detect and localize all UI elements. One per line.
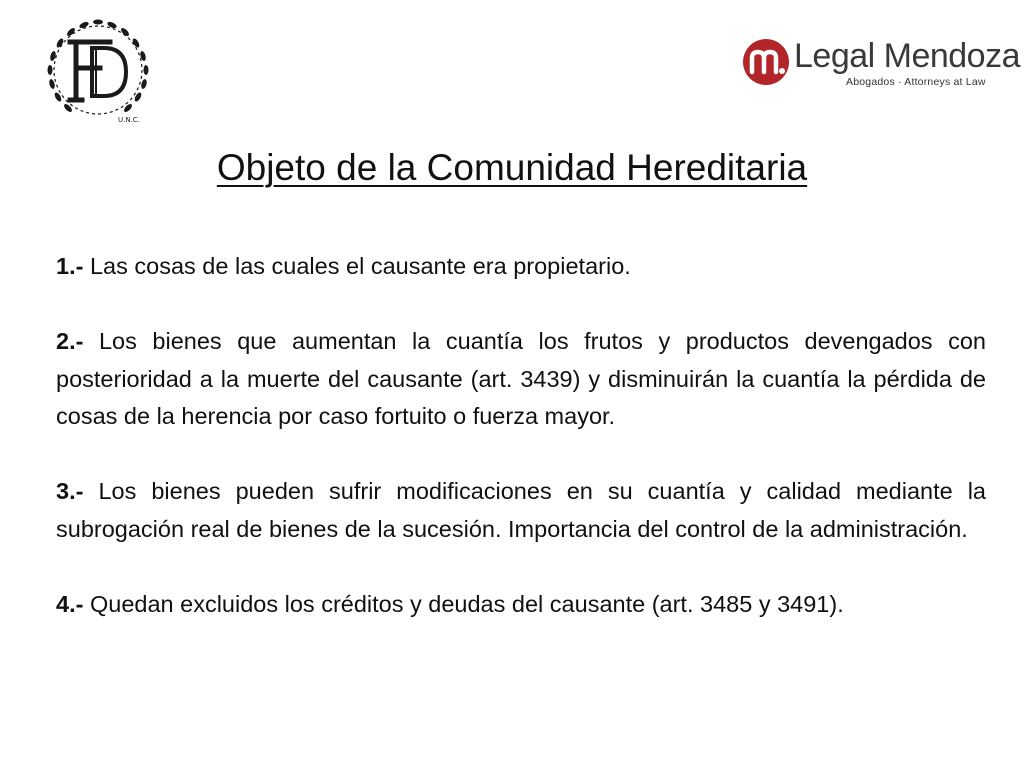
page-title-text: Objeto de la Comunidad Hereditaria [216, 147, 808, 188]
seal-caption: U.N.C. [118, 116, 140, 124]
content-list [56, 248, 986, 623]
brand-tagline: Abogados · Attorneys at Law [846, 76, 986, 88]
item-number: 1.- [56, 253, 84, 279]
list-item [56, 473, 986, 548]
faculty-seal-logo [40, 14, 156, 130]
item-text: Quedan excluidos los créditos y deudas del causante (art. 3485 y 3491). [83, 590, 844, 617]
list-item [56, 586, 986, 624]
brand-name: Legal Mendoza [794, 37, 1021, 75]
item-number: 3.- [56, 478, 84, 504]
item-number: 2.- [56, 328, 84, 354]
item-text: Las cosas de las cuales el causante era propietario. [83, 253, 631, 279]
list-item [56, 248, 986, 286]
legal-mendoza-logo [742, 36, 1021, 96]
list-item [56, 323, 986, 436]
page-title [0, 144, 1024, 192]
lm-logo-icon [742, 38, 790, 86]
item-number: 4.- [56, 590, 84, 617]
item-text: Los bienes pueden sufrir modificaciones en su cuantía y calidad mediante la subrogación real de bienes de la sucesión. Importancia del control de la administración. [56, 478, 986, 542]
laurel-wreath-icon [40, 14, 156, 130]
item-text: Los bienes que aumentan la cuantía los frutos y productos devengados con posterioridad a la muerte del causante (art. 3439) y disminuirán la cuantía la pérdida de cosas de la herencia por caso fortuito o fuerza mayor. [56, 328, 986, 429]
